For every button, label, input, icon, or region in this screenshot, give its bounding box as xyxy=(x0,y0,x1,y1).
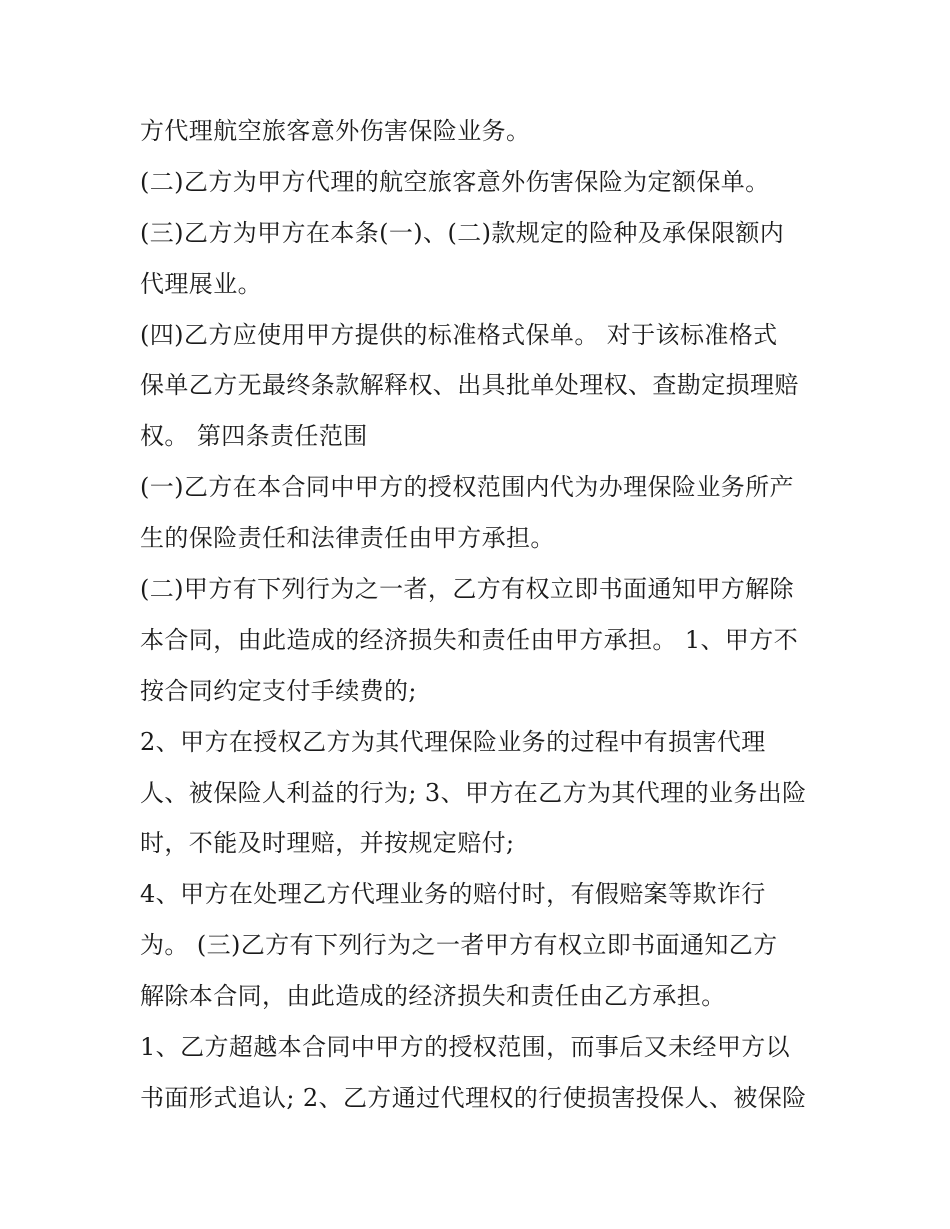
text-line: 按合同约定支付手续费的; xyxy=(140,676,417,705)
text-line: (二)乙方为甲方代理的航空旅客意外伤害保险为定额保单。 xyxy=(140,167,770,196)
text-line: 方代理航空旅客意外伤害保险业务。 xyxy=(140,117,531,145)
text-line: (一)乙方在本合同中甲方的授权范围内代为办理保险业务所产 xyxy=(140,473,794,502)
text-line: 为。 (三)乙方有下列行为之一者甲方有权立即书面通知乙方 xyxy=(140,931,778,960)
text-line: (三)乙方为甲方在本条(一)、(二)款规定的险种及承保限额内 xyxy=(140,218,785,247)
text-line: 保单乙方无最终条款解释权、出具批单处理权、查勘定损理赔 xyxy=(140,371,799,400)
text-line: 2、甲方在授权乙方为其代理保险业务的过程中有损害代理 xyxy=(140,727,766,756)
text-line: 解除本合同，由此造成的经济损失和责任由乙方承担。 xyxy=(140,982,726,1011)
text-line: 本合同，由此造成的经济损失和责任由甲方承担。 1、甲方不 xyxy=(140,625,799,654)
document-body xyxy=(140,106,820,1124)
text-line: 权。 第四条责任范围 xyxy=(140,422,368,451)
text-line: 书面形式追认; 2、乙方通过代理权的行使损害投保人、被保险 xyxy=(140,1083,807,1112)
text-line: (二)甲方有下列行为之一者，乙方有权立即书面通知甲方解除 xyxy=(140,575,794,604)
text-line: 生的保险责任和法律责任由甲方承担。 xyxy=(140,524,555,553)
text-line: 时，不能及时理赔，并按规定赔付; xyxy=(140,829,515,858)
text-line: 1、乙方超越本合同中甲方的授权范围，而事后又未经甲方以 xyxy=(140,1033,791,1062)
text-line: (四)乙方应使用甲方提供的标准格式保单。 对于该标准格式 xyxy=(140,320,778,349)
text-line: 4、甲方在处理乙方代理业务的赔付时，有假赔案等欺诈行 xyxy=(140,880,766,909)
text-line: 人、被保险人利益的行为; 3、甲方在乙方为其代理的业务出险 xyxy=(140,778,807,807)
text-line: 代理展业。 xyxy=(140,269,262,298)
